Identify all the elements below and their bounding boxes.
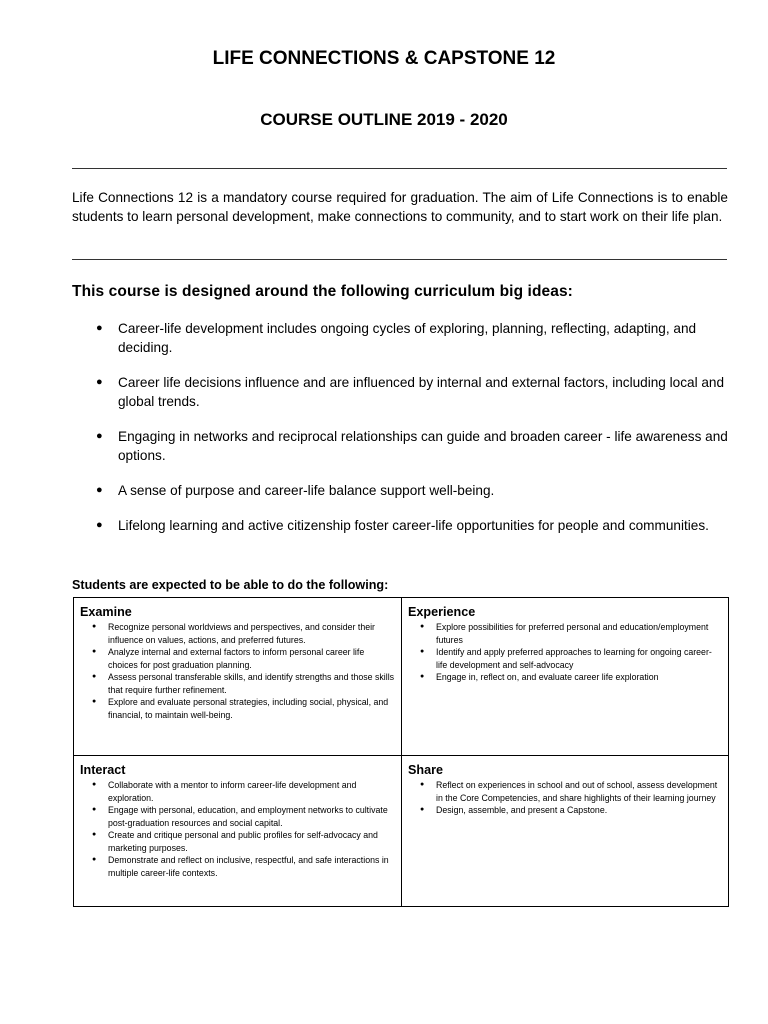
bullet-icon: ● xyxy=(92,806,97,813)
cell-interact xyxy=(74,756,401,906)
big-ideas-heading: This course is designed around the following curriculum big ideas: xyxy=(72,283,573,300)
big-idea-item xyxy=(72,319,732,357)
examine-item-text: Analyze internal and external factors to inform personal career life choices for post graduation planning. xyxy=(108,647,365,670)
big-idea-item xyxy=(72,516,732,535)
examine-item xyxy=(80,621,395,646)
big-idea-item xyxy=(72,427,732,465)
bullet-icon: ● xyxy=(96,376,103,388)
bullet-icon: ● xyxy=(92,673,97,680)
big-idea-text: A sense of purpose and career-life balance support well-being. xyxy=(118,483,495,498)
experience-item-text: Explore possibilities for preferred personal and education/employment futures xyxy=(436,622,709,645)
share-item-text: Reflect on experiences in school and out of school, assess development in the Core Competencies, and share highlights of their learning journey xyxy=(436,780,718,803)
experience-item xyxy=(408,646,722,671)
bullet-icon: ● xyxy=(92,781,97,788)
bullet-icon: ● xyxy=(96,519,103,531)
interact-item xyxy=(80,804,395,829)
experience-item-text: Identify and apply preferred approaches to learning for ongoing career-life development and self-advocacy xyxy=(436,647,712,670)
document-title: LIFE CONNECTIONS & CAPSTONE 12 xyxy=(212,48,556,69)
big-idea-text: Career life decisions influence and are influenced by internal and external factors, including local and global trends. xyxy=(118,375,725,409)
share-item xyxy=(408,779,722,804)
divider-line-bottom xyxy=(72,259,727,260)
bullet-icon: ● xyxy=(92,856,97,863)
examine-item xyxy=(80,646,395,671)
bullet-icon: ● xyxy=(92,648,97,655)
experience-item xyxy=(408,621,722,646)
interact-item-text: Demonstrate and reflect on inclusive, respectful, and safe interactions in multiple career-life contexts. xyxy=(108,855,389,878)
cell-experience xyxy=(402,598,728,755)
bullet-icon: ● xyxy=(96,322,103,334)
examine-item-text: Recognize personal worldviews and perspectives, and consider their influence on values, actions, and preferred futures. xyxy=(108,622,375,645)
interact-item xyxy=(80,779,395,804)
bullet-icon: ● xyxy=(96,430,103,442)
share-item-text: Design, assemble, and present a Capstone. xyxy=(436,805,608,815)
bullet-icon: ● xyxy=(96,484,103,496)
bullet-icon: ● xyxy=(420,781,425,788)
examine-item xyxy=(80,671,395,696)
bullet-icon: ● xyxy=(92,623,97,630)
expectations-heading: Students are expected to be able to do the following: xyxy=(72,578,389,592)
cell-title-experience: Experience xyxy=(408,605,476,619)
bullet-icon: ● xyxy=(420,673,425,680)
share-list xyxy=(408,779,722,817)
bullet-icon: ● xyxy=(92,831,97,838)
bullet-icon: ● xyxy=(420,623,425,630)
bullet-icon: ● xyxy=(420,806,425,813)
experience-item xyxy=(408,671,722,684)
expectations-table xyxy=(73,597,729,907)
cell-title-interact: Interact xyxy=(80,763,126,777)
cell-examine xyxy=(74,598,401,755)
experience-item-text: Engage in, reflect on, and evaluate career life exploration xyxy=(436,672,659,682)
examine-item xyxy=(80,696,395,721)
interact-item xyxy=(80,854,395,879)
bullet-icon: ● xyxy=(92,698,97,705)
examine-item-text: Explore and evaluate personal strategies, including social, physical, and financial, to maintain well-being. xyxy=(108,697,389,720)
interact-item-text: Create and critique personal and public profiles for self-advocacy and marketing purposes. xyxy=(108,830,378,853)
intro-paragraph: Life Connections 12 is a mandatory course required for graduation. The aim of Life Connections is to enable students to learn personal development, make connections to community, and to start work on their life plan. xyxy=(72,190,728,224)
big-ideas-list xyxy=(72,319,732,551)
cell-title-examine: Examine xyxy=(80,605,132,619)
cell-title-share: Share xyxy=(408,763,444,777)
examine-item-text: Assess personal transferable skills, and identify strengths and those skills that require further refinement. xyxy=(108,672,395,695)
interact-item xyxy=(80,829,395,854)
big-idea-text: Engaging in networks and reciprocal relationships can guide and broaden career - life awareness and options. xyxy=(118,429,728,463)
examine-list xyxy=(80,621,395,721)
share-item xyxy=(408,804,722,817)
document-subtitle: COURSE OUTLINE 2019 - 2020 xyxy=(260,110,508,129)
interact-list xyxy=(80,779,395,879)
interact-item-text: Collaborate with a mentor to inform career-life development and exploration. xyxy=(108,780,357,803)
interact-item-text: Engage with personal, education, and employment networks to cultivate post-graduation resources and social capital. xyxy=(108,805,388,828)
big-idea-item xyxy=(72,481,732,500)
bullet-icon: ● xyxy=(420,648,425,655)
divider-line-top xyxy=(72,168,727,169)
big-idea-text: Lifelong learning and active citizenship foster career-life opportunities for people and communities. xyxy=(118,518,709,533)
experience-list xyxy=(408,621,722,684)
big-idea-text: Career-life development includes ongoing cycles of exploring, planning, reflecting, adapting, and deciding. xyxy=(118,321,697,355)
big-idea-item xyxy=(72,373,732,411)
cell-share xyxy=(402,756,728,906)
